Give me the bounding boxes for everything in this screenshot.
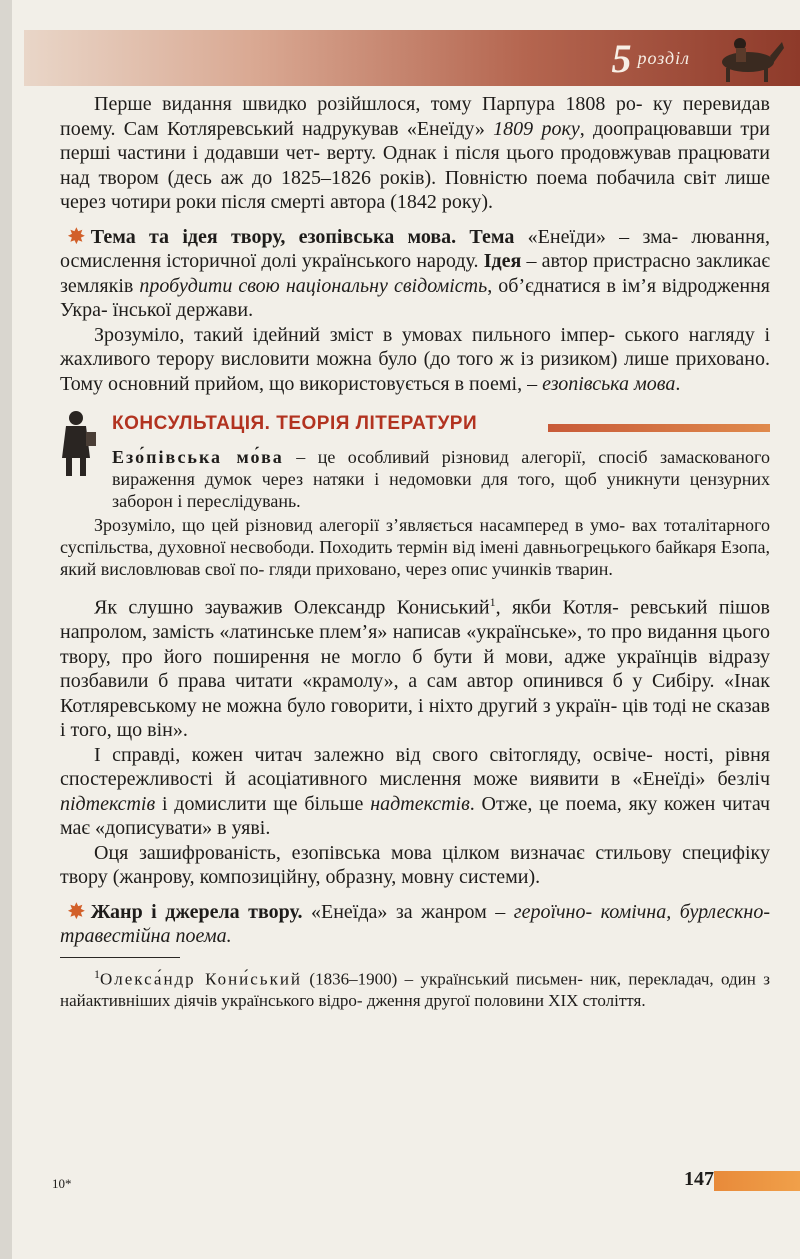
horse-figure-icon [700,32,786,84]
section-heading-theme: Тема та ідея твору, езопівська мова. Тема [90,225,515,248]
consultation-header [60,408,770,446]
page-number-bar [714,1171,800,1191]
scholar-figure-icon [56,408,100,480]
section-heading-genre: Жанр і джерела твору. [90,900,303,923]
paragraph-5: І справді, кожен читач залежно від свого світогляду, освіче- ності, рівня спостережливості й асоціативного мислення може виявити в «Енеїді» безліч підтекстів і домислити ще більше надтекстів. Отже, це поема, яку кожен читач має «дописувати» в уяві. [60,743,771,840]
footnote-divider [60,957,180,958]
sheet-signature: 10* [52,1176,72,1191]
chapter-label [611,30,690,86]
paragraph-6: Оця зашифрованість, езопівська мова цілком визначає стильову специфіку твору (жанрову, композиційну, образну, мовну системи). [60,841,770,889]
page-number: 147 [684,1168,714,1190]
consultation-body: Езо́півська мо́ва – це особливий різновид алегорії, спосіб замаскованого вираження думок через натяки і недомовки для того, щоб уникнути цензурних заборон і переслідувань. [112,447,770,511]
paragraph-4: Як слушно зауважив Олександр Кониський$^1$, якби Котля- ревський пішов напролом, замість «латинське плем’я» написав «українське», то про видання цього твору, про його поширення не могло б бути й мови, адже українців відразу позбавили б права читати «крамолу», а сам автор опинився б у Сибіру. «Інак Котляревському не можна було говорити, і ніхто другий з україн- ців тоді не сказав і того, що він». [60,595,771,742]
term-aesop-language: Езо́півська мо́ва [112,447,284,467]
page [12,0,800,1259]
consultation-title: КОНСУЛЬТАЦІЯ. ТЕОРІЯ ЛІТЕРАТУРИ [112,413,478,434]
main-text [60,92,770,1011]
chapter-word: розділ [637,47,690,68]
paragraph-theme: ✸ Тема та ідея твору, езопівська мова. Тема «Енеїди» – зма- лювання, осмислення історичної долі українського народу. Ідея – автор пристрасно закликає земляків пробудити свою національну свідомість, об’єднатися в ім’я відродження Укра- їнської держави. [60,225,771,321]
footnote: $^1$Олекса́ндр Кони́ський (1836–1900) – український письмен- ник, перекладач, один з найактивніших діячів українського відро- дження другої половини XIX століття. [60,966,770,1010]
paragraph-genre: ✸ Жанр і джерела твору. «Енеїда» за жанром – героїчно- комічна, бурлескно-травестійна поема. [60,900,770,948]
star-bullet-icon: ✸ [68,225,85,248]
chapter-number: 5 [611,35,632,81]
paragraph-1: Перше видання швидко розійшлося, тому Парпура 1808 ро- ку перевидав поему. Сам Котляревський надрукував «Енеїду» 1809 року, доопрацювавши три перші частини і додавши чет- верту. Однак і після цього продовжував працювати над твором (десь аж до 1825–1826 років). Повністю поема побачила світ лише через чотири роки після смерті автора (1842 року). [60,93,771,213]
star-bullet-icon: ✸ [68,900,85,923]
paragraph-3: Зрозуміло, такий ідейний зміст в умовах пильного імпер- ського нагляду і жахливого терору висловити можна було (до того ж із ризиком) лише приховано. Тому основний прийом, що використовується в поемі, – езопівська мова. [60,323,771,395]
consultation-rule [548,424,770,432]
consultation-paragraph-2: Зрозуміло, що цей різновид алегорії з’являється насамперед в умо- вах тоталітарного суспільства, духовної несвободи. Походить термін від імені давньогрецького байкаря Езопа, який висловлював свої по- гляди приховано, через опис учинків тварин. [60,515,771,579]
